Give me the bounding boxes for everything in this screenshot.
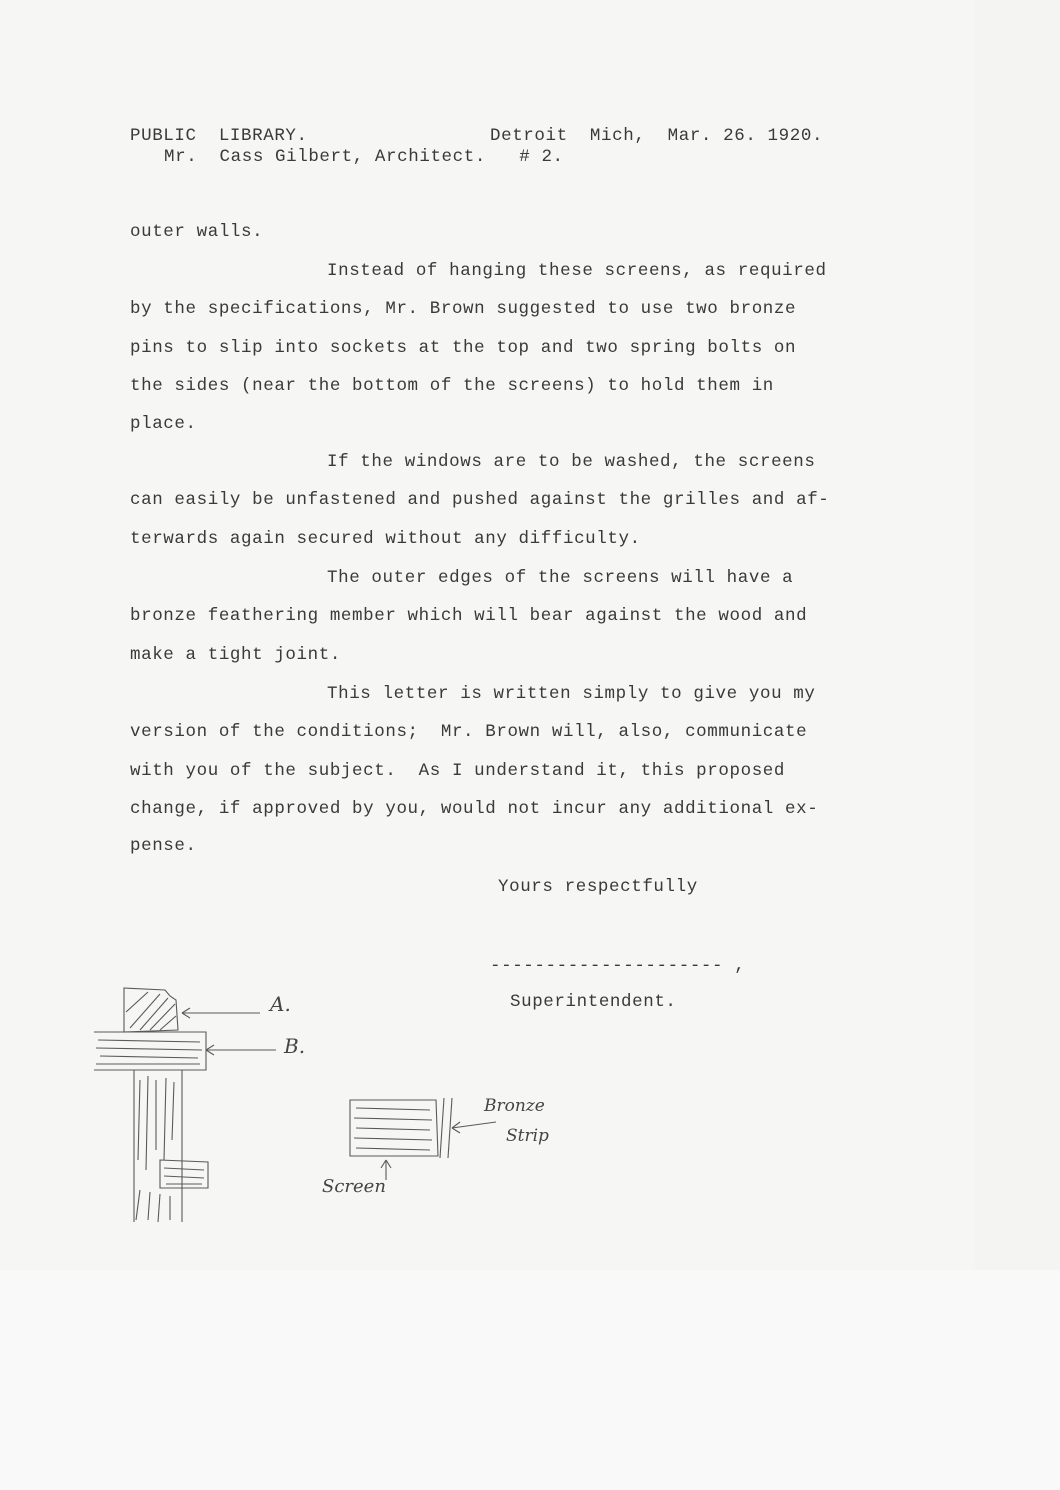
body-line: change, if approved by you, would not incur any additional ex- [130,799,819,819]
body-line: terwards again secured without any difficulty. [130,529,641,549]
salutation: Yours respectfully [498,877,698,897]
header-library: PUBLIC LIBRARY. [130,126,308,146]
sketch-label-a: A. [270,992,291,1016]
body-line: If the windows are to be washed, the screens [327,452,816,472]
body-line: with you of the subject. As I understand it, this proposed [130,761,786,781]
body-line: This letter is written simply to give you my [327,684,816,704]
body-line: The outer edges of the screens will have a [327,568,794,588]
body-line: the sides (near the bottom of the screens) to hold them in [130,376,774,396]
sketch-label-b: B. [284,1034,306,1058]
body-line: by the specifications, Mr. Brown suggested to use two bronze [130,299,797,319]
body-line: Instead of hanging these screens, as required [327,261,827,281]
header-recipient: Mr. Cass Gilbert, Architect. # 2. [164,147,564,167]
body-line: pins to slip into sockets at the top and two spring bolts on [130,338,797,358]
sketch-label-strip: Strip [506,1126,549,1146]
body-line: bronze feathering member which will bear against the wood and [130,606,808,626]
signature-line: --------------------- , [490,956,746,976]
header-date: Detroit Mich, Mar. 26. 1920. [490,126,824,146]
body-line: version of the conditions; Mr. Brown will, also, communicate [130,722,808,742]
body-line: outer walls. [130,222,264,242]
body-line: make a tight joint. [130,645,341,665]
body-line: pense. [130,836,197,856]
signatory-title: Superintendent. [510,992,677,1012]
sketch-label-screen: Screen [322,1176,386,1197]
body-line: place. [130,414,197,434]
sketch-label-bronze: Bronze [484,1096,545,1116]
body-line: can easily be unfastened and pushed against the grilles and af- [130,490,830,510]
